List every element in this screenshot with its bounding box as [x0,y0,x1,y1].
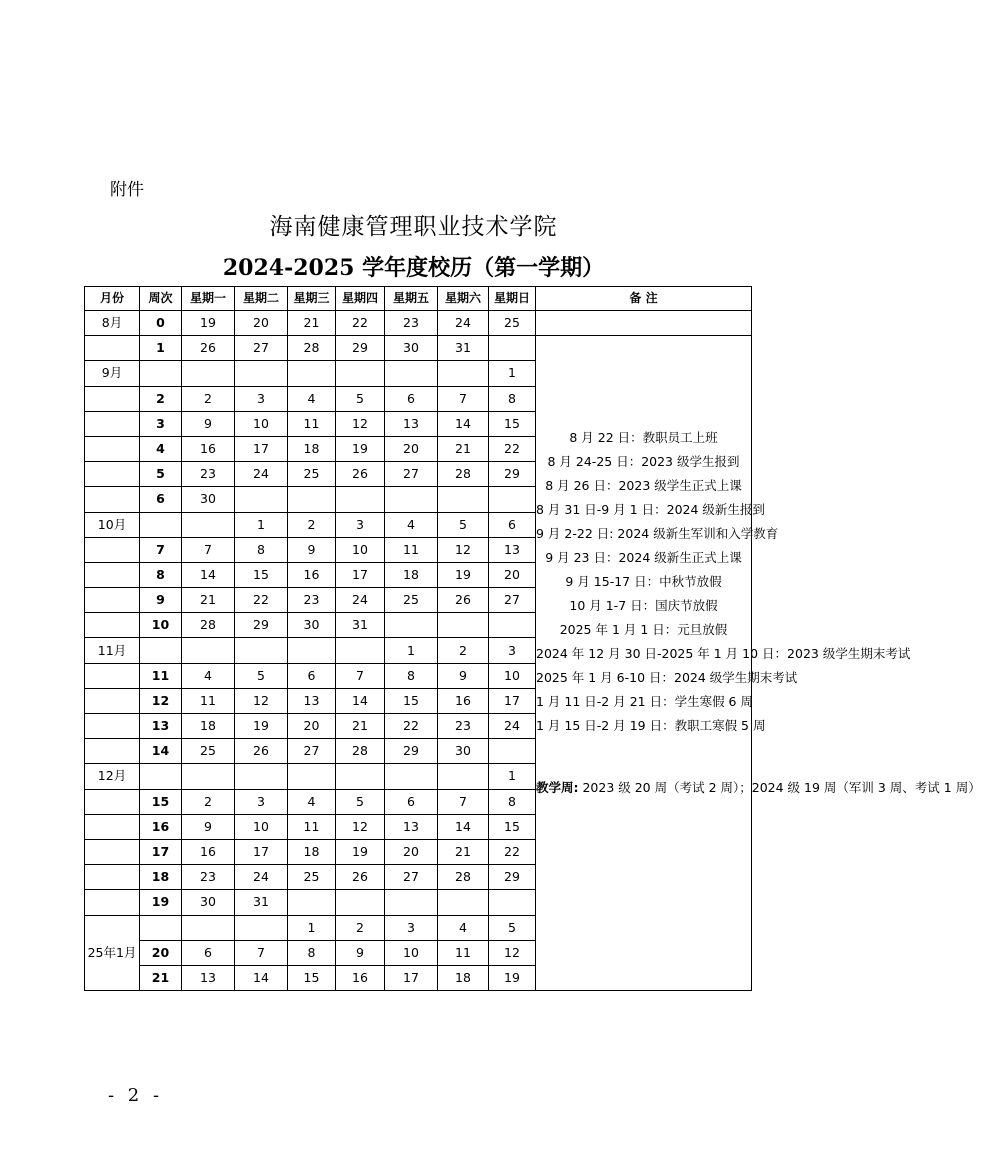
day-cell [438,361,489,386]
header-sun: 星期日 [489,287,536,311]
day-cell: 6 [489,512,536,537]
day-cell: 8 [489,386,536,411]
week-cell: 1 [140,336,182,361]
day-cell: 8 [385,663,438,688]
day-cell [336,890,385,915]
day-cell: 24 [336,588,385,613]
day-cell: 23 [182,865,235,890]
day-cell: 19 [336,839,385,864]
header-notes: 备 注 [536,287,752,311]
table-row [85,336,752,361]
day-cell: 18 [288,436,336,461]
day-cell: 2 [438,638,489,663]
day-cell: 12 [235,688,288,713]
day-cell: 6 [385,386,438,411]
day-cell: 21 [336,714,385,739]
day-cell: 10 [235,411,288,436]
week-cell: 11 [140,663,182,688]
notes-bottom-spacer [536,800,751,900]
header-wed: 星期三 [288,287,336,311]
day-cell: 13 [385,814,438,839]
day-cell: 16 [438,688,489,713]
day-cell: 17 [235,839,288,864]
month-cell: 8月 [85,311,140,336]
day-cell [438,613,489,638]
day-cell: 13 [182,965,235,990]
notes-cell [536,336,981,991]
day-cell: 15 [489,411,536,436]
day-cell: 12 [336,814,385,839]
school-calendar-table [84,286,981,991]
teaching-weeks-text: 2023 级 20 周（考试 2 周）；2024 级 19 周（军训 3 周、考试 1 周） [578,780,981,796]
day-cell: 3 [336,512,385,537]
week-cell: 13 [140,714,182,739]
day-cell: 26 [235,739,288,764]
day-cell: 10 [489,663,536,688]
month-cell: 25年1月 [85,915,140,991]
document-subtitle: 2024-2025 学年度校历（第一学期） [222,255,605,281]
notes-spacer [536,738,751,776]
day-cell: 18 [288,839,336,864]
day-cell [438,764,489,789]
page-number: - 2 - [108,1085,164,1106]
day-cell: 8 [235,537,288,562]
day-cell [438,487,489,512]
day-cell [235,764,288,789]
month-cell: 9月 [85,361,140,386]
week-cell: 16 [140,814,182,839]
day-cell: 11 [288,411,336,436]
day-cell: 19 [336,436,385,461]
week-cell: 5 [140,462,182,487]
day-cell: 20 [385,436,438,461]
day-cell: 1 [385,638,438,663]
day-cell: 2 [288,512,336,537]
week-cell: 17 [140,839,182,864]
day-cell: 28 [336,739,385,764]
week-cell [140,915,182,940]
month-cell [85,436,140,461]
day-cell: 30 [385,336,438,361]
day-cell: 19 [438,562,489,587]
day-cell: 10 [336,537,385,562]
day-cell: 30 [288,613,336,638]
day-cell: 29 [385,739,438,764]
week-cell: 6 [140,487,182,512]
day-cell: 24 [489,714,536,739]
day-cell: 15 [385,688,438,713]
day-cell: 6 [385,789,438,814]
month-cell [85,688,140,713]
day-cell: 9 [288,537,336,562]
day-cell: 22 [336,311,385,336]
week-cell: 0 [140,311,182,336]
week-cell: 2 [140,386,182,411]
day-cell: 23 [385,311,438,336]
month-cell [85,865,140,890]
day-cell [288,890,336,915]
day-cell: 19 [235,714,288,739]
day-cell: 28 [438,462,489,487]
teaching-weeks-note [536,776,981,800]
header-row [85,287,752,311]
day-cell: 7 [438,789,489,814]
day-cell: 28 [288,336,336,361]
day-cell: 5 [489,915,536,940]
day-cell: 22 [385,714,438,739]
week-cell [140,512,182,537]
day-cell: 7 [336,663,385,688]
day-cell [336,638,385,663]
day-cell [489,890,536,915]
day-cell: 15 [288,965,336,990]
day-cell: 26 [336,865,385,890]
month-cell [85,487,140,512]
header-week: 周次 [140,287,182,311]
month-cell [85,537,140,562]
header-tue: 星期二 [235,287,288,311]
day-cell [385,890,438,915]
day-cell: 20 [385,839,438,864]
week-cell [140,764,182,789]
day-cell [336,487,385,512]
day-cell: 15 [235,562,288,587]
day-cell: 2 [336,915,385,940]
day-cell: 28 [182,613,235,638]
day-cell: 19 [182,311,235,336]
day-cell: 3 [385,915,438,940]
day-cell: 26 [336,462,385,487]
week-cell [140,361,182,386]
day-cell: 14 [336,688,385,713]
month-cell [85,613,140,638]
note-item: 2024 年 12 月 30 日-2025 年 1 月 10 日：2023 级学生期末考试 [536,646,911,662]
day-cell: 4 [438,915,489,940]
day-cell [336,764,385,789]
day-cell: 27 [385,865,438,890]
note-item: 2025 年 1 月 1 日：元旦放假 [559,622,728,638]
day-cell: 9 [182,411,235,436]
week-cell: 18 [140,865,182,890]
week-cell: 8 [140,562,182,587]
day-cell: 2 [182,789,235,814]
note-item: 8 月 26 日：2023 级学生正式上课 [545,478,742,494]
day-cell: 27 [385,462,438,487]
day-cell: 7 [235,940,288,965]
day-cell: 4 [385,512,438,537]
day-cell [336,361,385,386]
day-cell: 30 [438,739,489,764]
week-cell: 20 [140,940,182,965]
day-cell: 14 [235,965,288,990]
week-cell: 3 [140,411,182,436]
note-item: 10 月 1-7 日：国庆节放假 [569,598,718,614]
day-cell [182,512,235,537]
day-cell: 25 [182,739,235,764]
day-cell: 8 [288,940,336,965]
day-cell: 17 [235,436,288,461]
day-cell: 27 [288,739,336,764]
day-cell: 16 [336,965,385,990]
day-cell: 14 [438,814,489,839]
day-cell: 17 [489,688,536,713]
day-cell: 5 [235,663,288,688]
header-sat: 星期六 [438,287,489,311]
day-cell: 12 [489,940,536,965]
week-cell: 10 [140,613,182,638]
day-cell: 21 [438,839,489,864]
day-cell: 2 [182,386,235,411]
header-month: 月份 [85,287,140,311]
note-item: 8 月 31 日-9 月 1 日：2024 级新生报到 [536,502,765,518]
month-cell [85,462,140,487]
attachment-label: 附件 [110,180,144,200]
day-cell: 31 [438,336,489,361]
day-cell: 21 [438,436,489,461]
day-cell [182,915,235,940]
day-cell: 4 [288,386,336,411]
month-cell: 12月 [85,764,140,789]
day-cell [489,739,536,764]
day-cell [182,361,235,386]
day-cell: 11 [438,940,489,965]
note-item: 9 月 15-17 日：中秋节放假 [565,574,722,590]
day-cell [235,487,288,512]
day-cell [385,613,438,638]
week-cell: 9 [140,588,182,613]
header-thu: 星期四 [336,287,385,311]
day-cell: 24 [438,311,489,336]
day-cell: 7 [182,537,235,562]
day-cell [288,487,336,512]
day-cell [489,487,536,512]
month-cell [85,386,140,411]
day-cell: 13 [489,537,536,562]
week-cell: 21 [140,965,182,990]
day-cell: 27 [489,588,536,613]
day-cell: 31 [235,890,288,915]
day-cell: 12 [438,537,489,562]
day-cell [288,638,336,663]
week-cell: 15 [140,789,182,814]
day-cell: 19 [489,965,536,990]
week-cell: 14 [140,739,182,764]
month-cell: 11月 [85,638,140,663]
day-cell: 10 [385,940,438,965]
day-cell: 4 [182,663,235,688]
day-cell: 22 [489,436,536,461]
day-cell: 18 [385,562,438,587]
day-cell: 5 [336,386,385,411]
table-row [85,311,752,336]
day-cell: 5 [438,512,489,537]
month-cell [85,789,140,814]
day-cell: 7 [438,386,489,411]
day-cell: 11 [182,688,235,713]
day-cell: 14 [438,411,489,436]
day-cell: 27 [235,336,288,361]
month-cell [85,336,140,361]
month-cell [85,714,140,739]
header-fri: 星期五 [385,287,438,311]
note-item: 8 月 24-25 日：2023 级学生报到 [547,454,740,470]
day-cell: 23 [438,714,489,739]
day-cell [438,890,489,915]
day-cell: 17 [336,562,385,587]
day-cell: 20 [288,714,336,739]
day-cell: 1 [235,512,288,537]
day-cell [235,915,288,940]
day-cell: 18 [182,714,235,739]
day-cell: 13 [385,411,438,436]
month-cell [85,839,140,864]
notes-cell-empty [536,311,752,336]
day-cell: 26 [182,336,235,361]
day-cell: 20 [235,311,288,336]
note-item: 2025 年 1 月 6-10 日：2024 级学生期末考试 [536,670,798,686]
day-cell [489,613,536,638]
day-cell: 17 [385,965,438,990]
day-cell: 16 [182,839,235,864]
document-title: 海南健康管理职业技术学院 [269,214,558,240]
day-cell: 29 [235,613,288,638]
day-cell: 29 [336,336,385,361]
day-cell [385,487,438,512]
day-cell: 10 [235,814,288,839]
day-cell: 31 [336,613,385,638]
day-cell: 23 [288,588,336,613]
day-cell: 25 [489,311,536,336]
day-cell [288,764,336,789]
week-cell [140,638,182,663]
day-cell [182,764,235,789]
day-cell [385,764,438,789]
day-cell: 5 [336,789,385,814]
day-cell [235,638,288,663]
header-mon: 星期一 [182,287,235,311]
day-cell: 11 [288,814,336,839]
day-cell: 6 [288,663,336,688]
month-cell [85,739,140,764]
day-cell: 13 [288,688,336,713]
day-cell: 30 [182,487,235,512]
month-cell [85,588,140,613]
teaching-weeks-label: 教学周: [536,780,579,796]
week-cell: 12 [140,688,182,713]
day-cell: 22 [235,588,288,613]
month-cell [85,562,140,587]
day-cell: 16 [288,562,336,587]
note-item: 9 月 2-22 日: 2024 级新生军训和入学教育 [536,526,779,542]
day-cell: 15 [489,814,536,839]
day-cell [489,336,536,361]
day-cell: 4 [288,789,336,814]
day-cell: 24 [235,865,288,890]
day-cell: 12 [336,411,385,436]
day-cell: 1 [489,764,536,789]
month-cell: 10月 [85,512,140,537]
day-cell: 23 [182,462,235,487]
month-cell [85,663,140,688]
day-cell: 24 [235,462,288,487]
day-cell: 11 [385,537,438,562]
day-cell: 22 [489,839,536,864]
day-cell: 29 [489,462,536,487]
month-cell [85,814,140,839]
week-cell: 4 [140,436,182,461]
day-cell [385,361,438,386]
day-cell: 3 [235,386,288,411]
day-cell: 14 [182,562,235,587]
day-cell: 21 [288,311,336,336]
day-cell [288,361,336,386]
day-cell: 3 [489,638,536,663]
note-item: 1 月 11 日-2 月 21 日：学生寒假 6 周 [536,694,753,710]
day-cell: 3 [235,789,288,814]
day-cell: 9 [336,940,385,965]
day-cell: 25 [288,462,336,487]
day-cell: 6 [182,940,235,965]
week-cell: 19 [140,890,182,915]
note-item: 1 月 15 日-2 月 19 日：教职工寒假 5 周 [536,718,766,734]
day-cell [182,638,235,663]
day-cell: 25 [385,588,438,613]
day-cell: 1 [489,361,536,386]
month-cell [85,411,140,436]
month-cell [85,890,140,915]
day-cell: 8 [489,789,536,814]
day-cell: 29 [489,865,536,890]
day-cell: 30 [182,890,235,915]
day-cell: 21 [182,588,235,613]
day-cell: 1 [288,915,336,940]
day-cell: 28 [438,865,489,890]
day-cell [235,361,288,386]
day-cell: 9 [438,663,489,688]
day-cell: 26 [438,588,489,613]
note-item: 9 月 23 日：2024 级新生正式上课 [545,550,742,566]
day-cell: 9 [182,814,235,839]
day-cell: 16 [182,436,235,461]
note-item: 8 月 22 日：教职员工上班 [569,430,718,446]
day-cell: 18 [438,965,489,990]
week-cell: 7 [140,537,182,562]
day-cell: 20 [489,562,536,587]
day-cell: 25 [288,865,336,890]
